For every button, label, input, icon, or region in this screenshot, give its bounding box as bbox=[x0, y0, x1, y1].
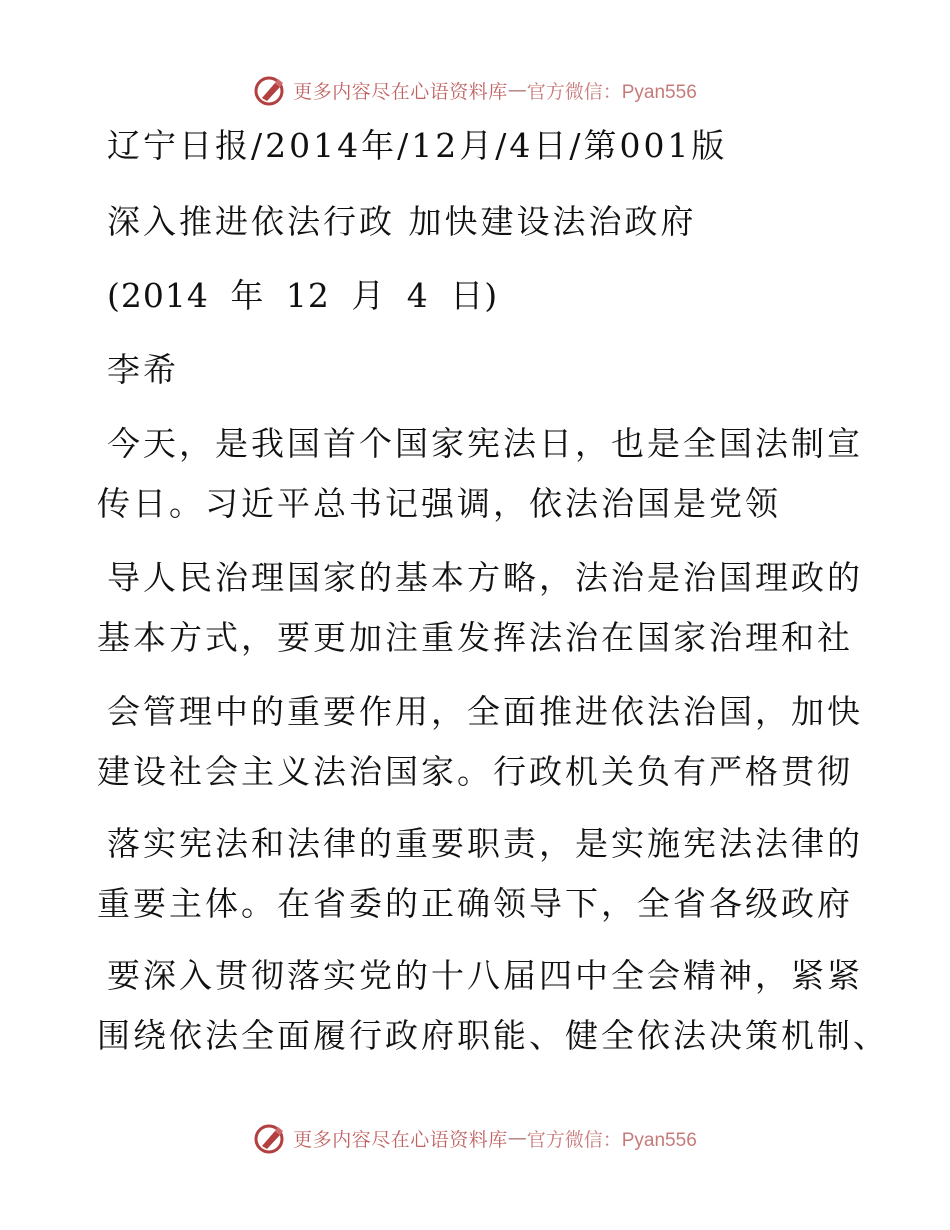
footer-watermark bbox=[0, 1118, 950, 1158]
author: 李希 bbox=[107, 350, 179, 389]
body-line: 围绕依法全面履行政府职能、健全依法决策机制、 bbox=[97, 1016, 889, 1055]
watermark-separator: — bbox=[507, 1127, 527, 1149]
date-line: (2014 年 12 月 4 日) bbox=[107, 276, 499, 315]
watermark-text bbox=[293, 77, 697, 104]
pen-logo-icon bbox=[253, 73, 287, 107]
body-line: 基本方式，要更加注重发挥法治在国家治理和社 bbox=[97, 618, 853, 657]
body-line: 会管理中的重要作用，全面推进依法治国，加快 bbox=[107, 692, 863, 731]
watermark-main: 更多内容尽在心语资料库 bbox=[293, 80, 508, 103]
source-line: 辽宁日报/2014年/12月/4日/第001版 bbox=[107, 126, 728, 165]
watermark-text bbox=[293, 1125, 697, 1152]
body-line: 传日。习近平总书记强调，依法治国是党领 bbox=[97, 484, 781, 523]
body-line: 要深入贯彻落实党的十八届四中全会精神，紧紧 bbox=[107, 956, 863, 995]
body-line: 今天，是我国首个国家宪法日，也是全国法制宣 bbox=[107, 424, 863, 463]
header-watermark bbox=[0, 70, 950, 110]
watermark-handle: 官方微信：Pyan556 bbox=[526, 1129, 697, 1151]
watermark-handle: 官方微信：Pyan556 bbox=[526, 81, 697, 103]
article-title: 深入推进依法行政 加快建设法治政府 bbox=[107, 202, 697, 241]
pen-logo-icon bbox=[253, 1121, 287, 1155]
watermark-separator: — bbox=[507, 79, 527, 101]
watermark-main: 更多内容尽在心语资料库 bbox=[293, 1128, 508, 1151]
body-line: 建设社会主义法治国家。行政机关负有严格贯彻 bbox=[97, 752, 853, 791]
body-line: 重要主体。在省委的正确领导下，全省各级政府 bbox=[97, 884, 853, 923]
body-line: 导人民治理国家的基本方略，法治是治国理政的 bbox=[107, 558, 863, 597]
body-line: 落实宪法和法律的重要职责，是实施宪法法律的 bbox=[107, 824, 863, 863]
